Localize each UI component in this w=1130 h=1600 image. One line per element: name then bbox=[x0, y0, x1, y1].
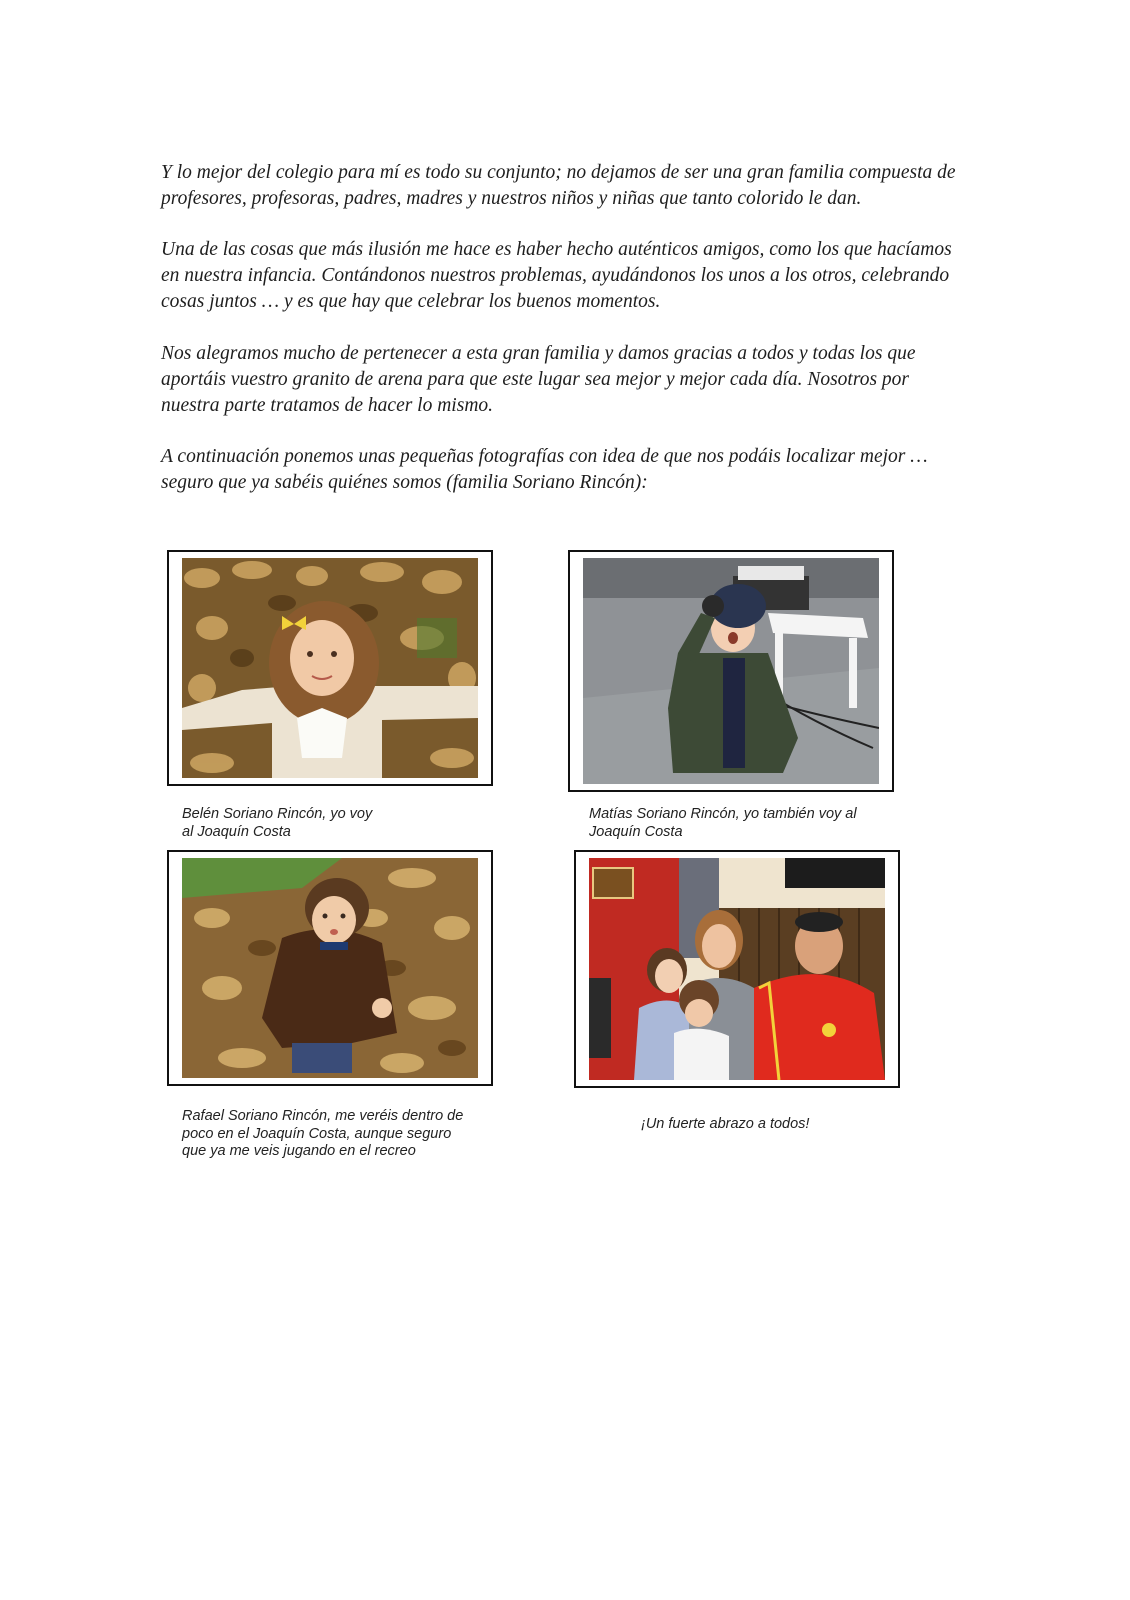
photo-matias-in-hat bbox=[583, 558, 879, 784]
photo-family-group bbox=[589, 858, 885, 1080]
paragraph-intro: Y lo mejor del colegio para mí es todo su conjunto; no dejamos de ser una gran familia compuesta de profesores, profesoras, padres, madres y nuestros niños y niñas que tanto colorido le dan. bbox=[161, 162, 956, 209]
caption-belen: Belén Soriano Rincón, yo voy al Joaquín Costa bbox=[182, 806, 373, 840]
paragraph-thanks: Nos alegramos mucho de pertenecer a esta gran familia y damos gracias a todos y todas los que aportáis vuestro granito de arena para que este lugar sea mejor y mejor cada día. Nosotros por nuestra parte tratamos de hacer lo mismo. bbox=[161, 343, 916, 416]
photo-rafael-in-leaves bbox=[182, 858, 478, 1078]
photo-belen-in-leaves bbox=[182, 558, 478, 778]
caption-closing: ¡Un fuerte abrazo a todos! bbox=[641, 1116, 810, 1132]
caption-rafael: Rafael Soriano Rincón, me veréis dentro de poco en el Joaquín Costa, aunque seguro que ya me veis jugando en el recreo bbox=[182, 1108, 464, 1159]
caption-matias: Matías Soriano Rincón, yo también voy al Joaquín Costa bbox=[589, 806, 857, 840]
paragraph-photos-intro: A continuación ponemos unas pequeñas fotografías con idea de que nos podáis localizar mejor … seguro que ya sabéis quiénes somos (familia Soriano Rincón): bbox=[161, 446, 928, 493]
paragraph-friends: Una de las cosas que más ilusión me hace es haber hecho auténticos amigos, como los que hacíamos en nuestra infancia. Contándonos nuestros problemas, ayudándonos los unos a los otros, celebrando cosas juntos … y es que hay que celebrar los buenos momentos. bbox=[161, 239, 952, 312]
